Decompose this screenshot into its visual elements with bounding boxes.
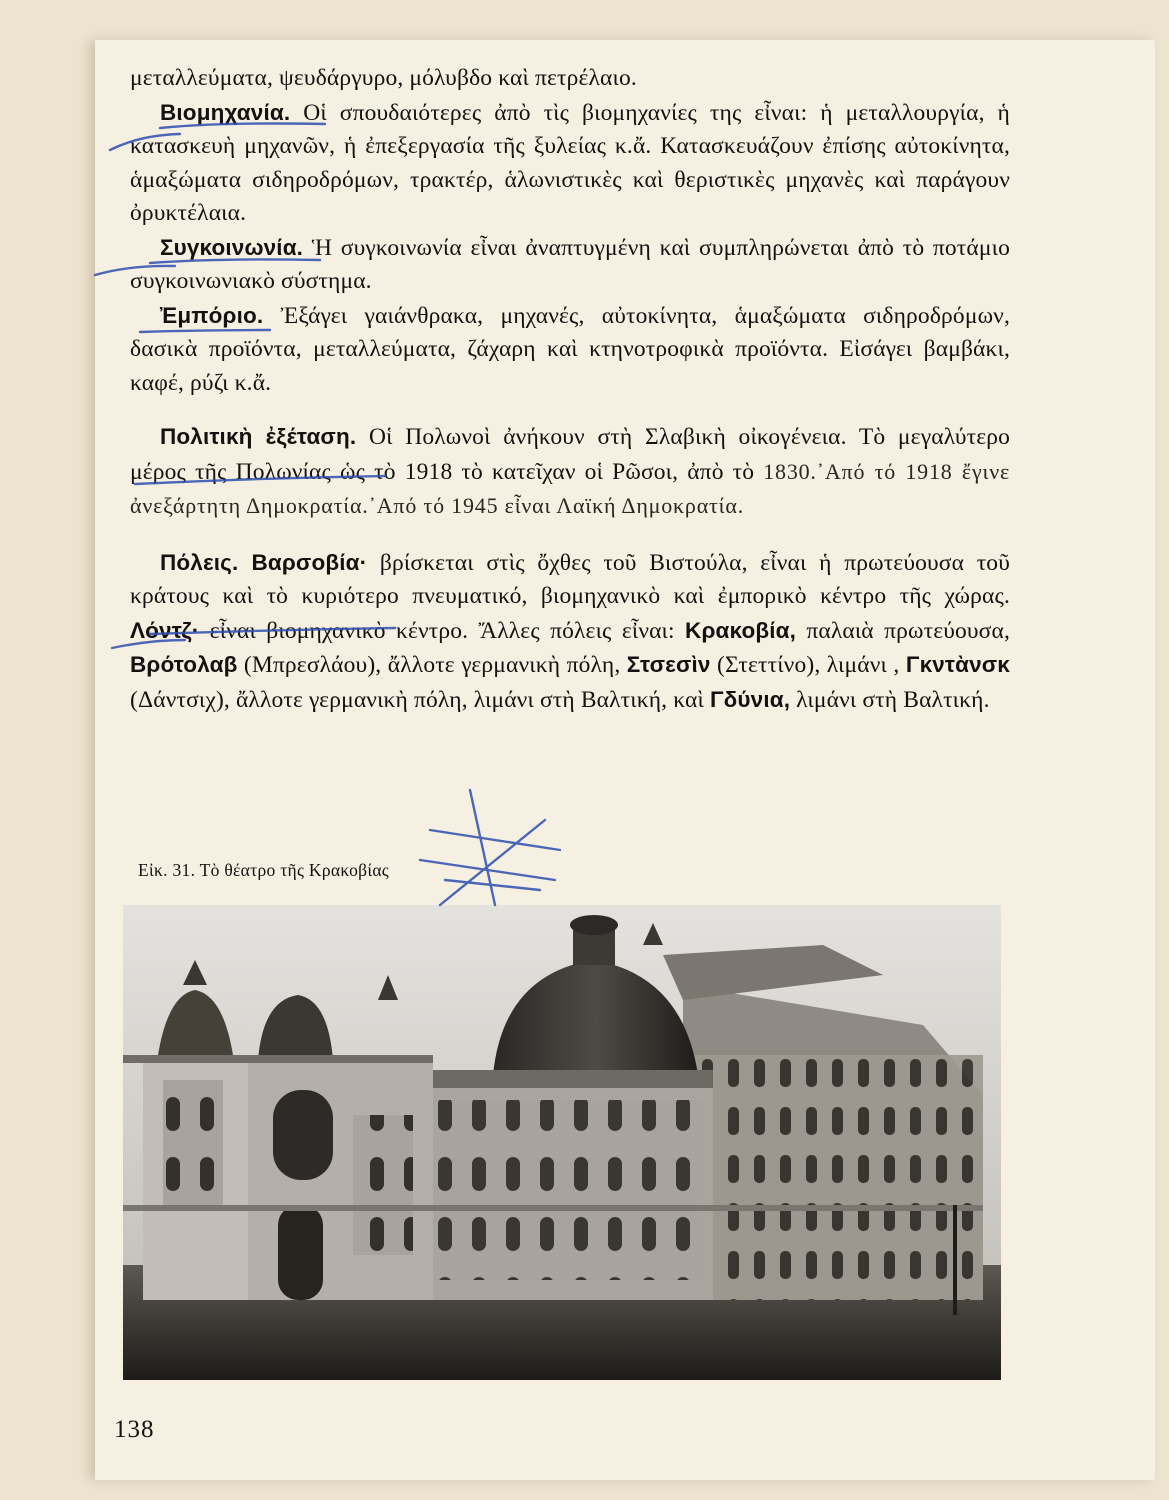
- heading-trade: Ἐμπόριο.: [160, 302, 264, 328]
- text-run: (Μπρεσλάου), ἄλλοτε γερμανικὴ πόλη,: [237, 652, 627, 678]
- heading-transport: Συγκοινωνία.: [160, 234, 304, 260]
- paragraph-politics: [130, 420, 1010, 524]
- text-run: μεταλλεύματα, ψευδάργυρο, μόλυβδο καὶ πετρέλαιο.: [130, 65, 637, 91]
- city-wroclaw: Βρότολαβ: [130, 652, 238, 677]
- text-run: λιμάνι στὴ Βαλτική.: [790, 686, 990, 713]
- theatre-building-photo: [123, 905, 1001, 1380]
- paragraph-trade: [130, 299, 1010, 401]
- city-krakow: Κρακοβία,: [685, 617, 797, 643]
- body-text: [130, 62, 1010, 717]
- figure-caption: Εἰκ. 31. Τὸ θέατρο τῆς Κρακοβίας: [138, 860, 390, 880]
- text-run: παλαιὰ πρωτεύουσα,: [796, 617, 1010, 644]
- paragraph-transport: [130, 231, 1010, 299]
- paragraph-minerals: [130, 62, 1010, 96]
- city-szczecin: Στσεσὶν: [626, 652, 711, 677]
- typed-insert-text: 1830.᾿Από τό 1918 ἔγινε ἀνεξάρτητη Δημοκρατία.᾿Από τό 1945 εἶναι Λαϊκή Δημοκρατία.: [130, 458, 1010, 518]
- text-run: εἶναι βιομηχανικὸ κέντρο. Ἄλλες πόλεις εἶναι:: [199, 617, 686, 644]
- paragraph-industry: [130, 96, 1010, 231]
- city-gdansk: Γκντὰνσκ: [905, 652, 1010, 677]
- text-run: Ἡ συγκοινωνία εἶναι ἀναπτυγμένη καὶ συμπληρώνεται ἀπὸ τὸ ποτάμιο συγκοινωνιακὸ σύστημα.: [130, 234, 1010, 294]
- heading-cities: Πόλεις. Βαρσοβία·: [160, 549, 368, 575]
- page-number: 138: [114, 1416, 155, 1443]
- text-run: Οἱ Πολωνοὶ ἀνήκουν στὴ Σλαβικὴ οἰκογένεια. Τὸ μεγαλύτερο μέρος τῆς Πολωνίας ὡς τὸ 1918 τὸ κατεῖχαν οἱ Ρῶσοι, ἀπὸ τὸ: [130, 424, 1010, 485]
- text-run: Ἐξάγει γαιάνθρακα, μηχανές, αὐτοκίνητα, ἁμαξώματα σιδηροδρόμων, δασικὰ προϊόντα, μεταλλεύματα, ζάχαρη καὶ κτηνοτροφικὰ προϊόντα. Εἰσάγει βαμβάκι, καφέ, ρύζι κ.ἄ.: [130, 302, 1010, 396]
- city-lodz: Λόντζ·: [130, 617, 200, 643]
- text-run: (Δάντσιχ), ἄλλοτε γερμανικὴ πόλη, λιμάνι στὴ Βαλτική, καὶ: [130, 686, 710, 713]
- heading-industry: Βιομηχανία.: [160, 99, 291, 125]
- text-run: Οἱ σπουδαιότερες ἀπὸ τὶς βιομηχανίες της εἶναι: ἡ μεταλλουργία, ἡ κατασκευὴ μηχανῶν, ἡ ἐπεξεργασία τῆς ξυλείας κ.ἄ. Κατασκευάζουν ἐπίσης αὐτοκίνητα, ἁμαξώματα σιδηροδρόμων, τρακτέρ, ἁλωνιστικὲς καὶ θεριστικὲς μηχανὲς καὶ παράγουν ὀρυκτέλαια.: [130, 99, 1010, 226]
- city-gdynia: Γδύνια,: [709, 686, 791, 712]
- paragraph-cities: [130, 546, 1010, 718]
- text-run: βρίσκεται στὶς ὄχθες τοῦ Βιστούλα, εἶναι ἡ πρωτεύουσα τοῦ κράτους καὶ τὸ κυριότερο πνευματικό, βιομηχανικὸ καὶ ἐμπορικὸ κέντρο τῆς χώρας.: [130, 549, 1010, 609]
- heading-politics: Πολιτικὴ ἐξέταση.: [160, 424, 357, 449]
- text-run: (Στεττίνο), λιμάνι ,: [710, 652, 906, 678]
